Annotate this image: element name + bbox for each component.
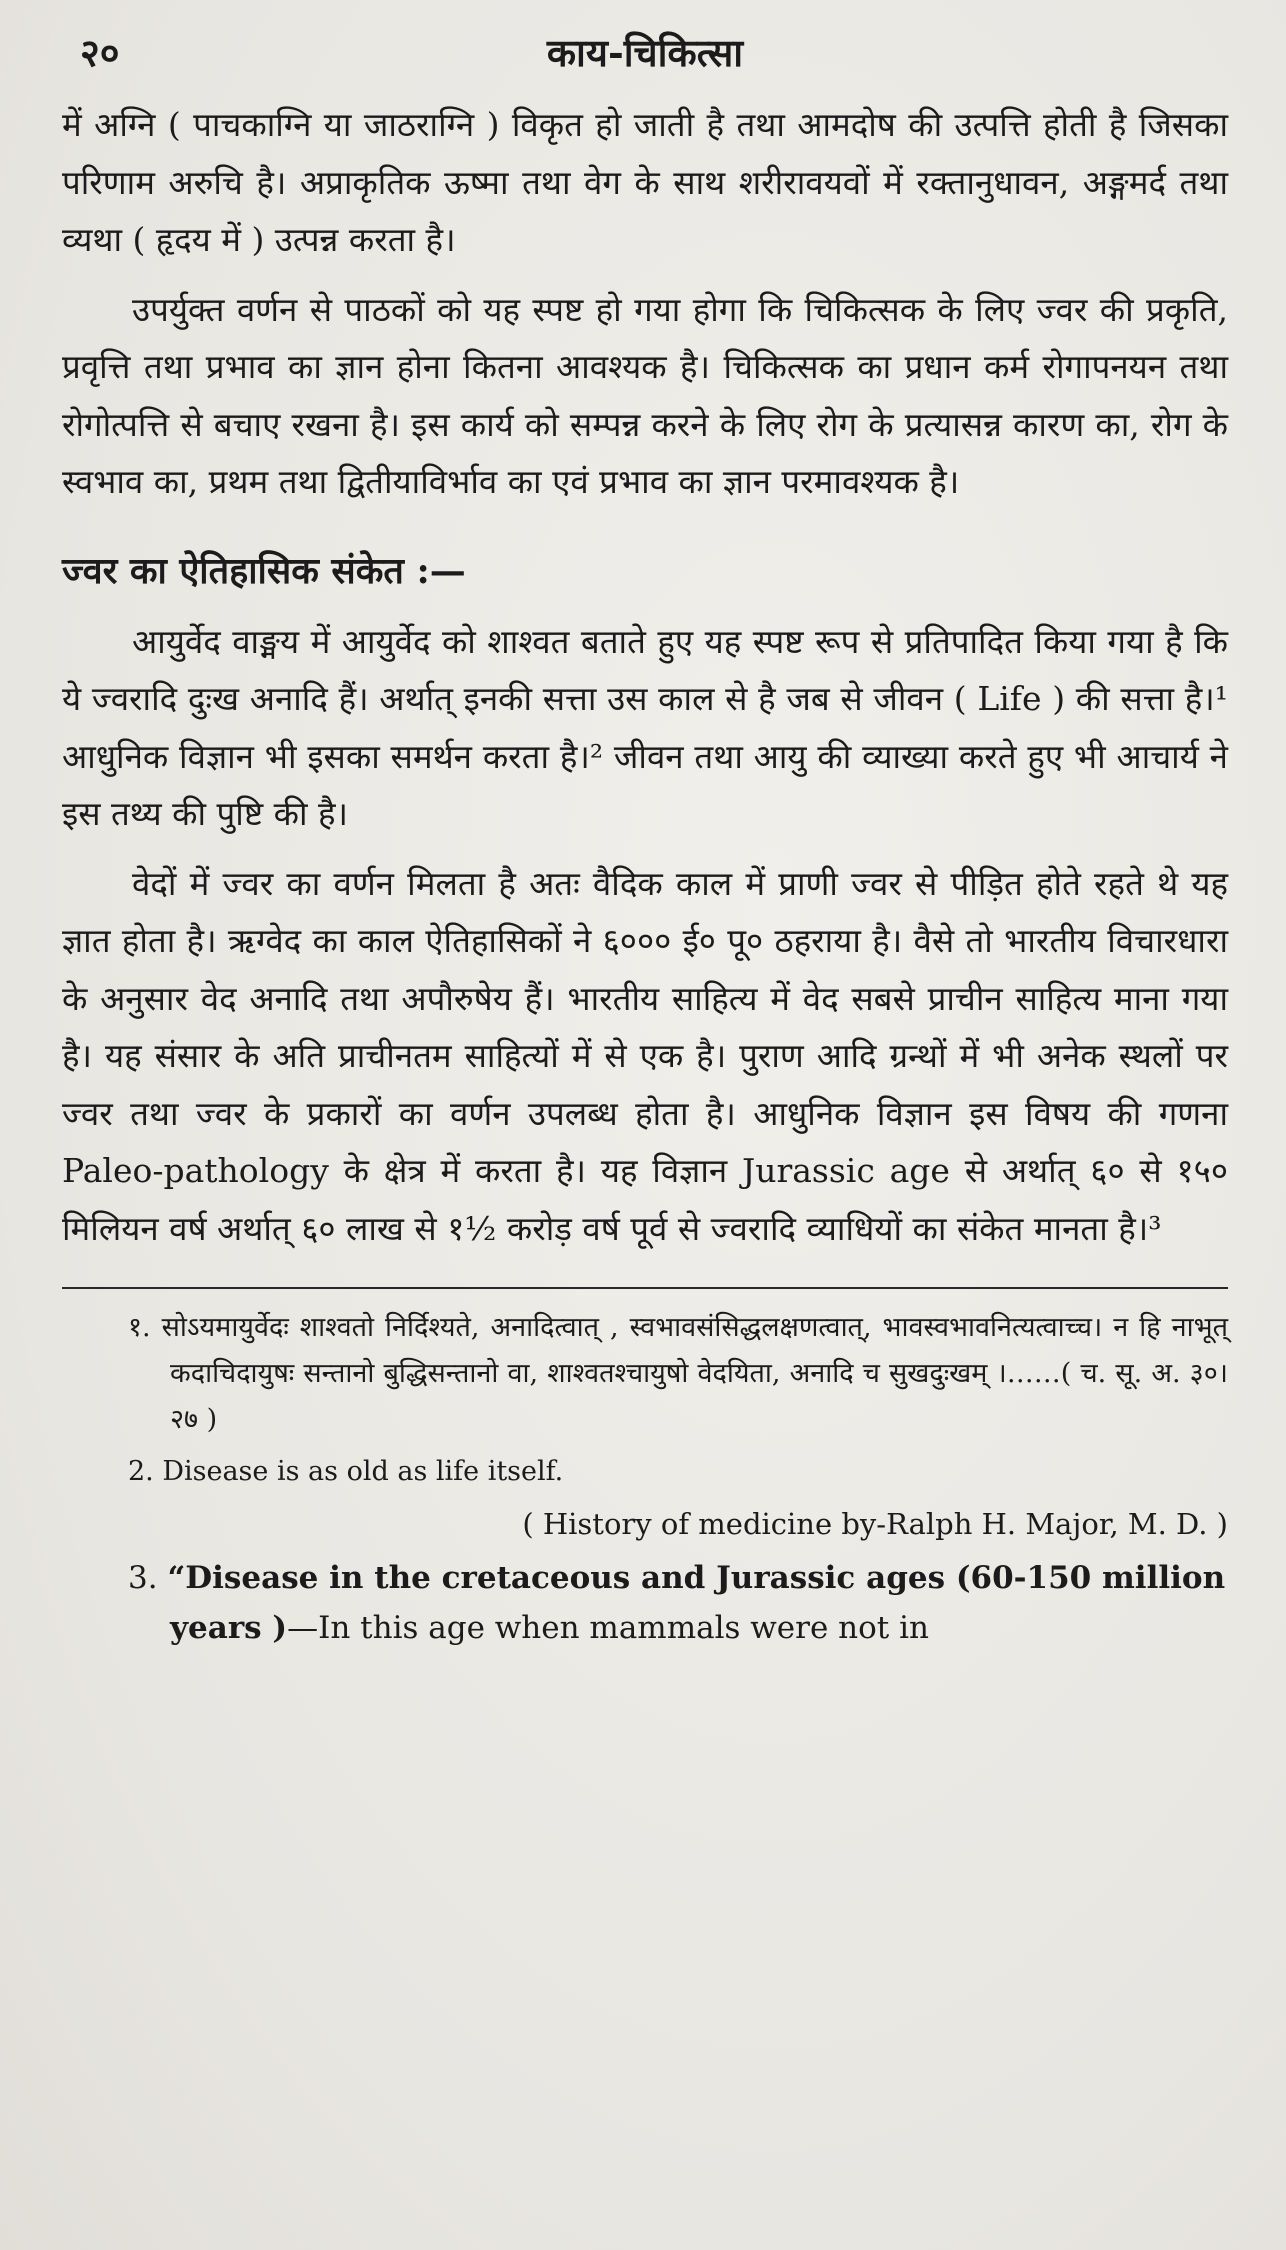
- page-number: २०: [80, 30, 120, 75]
- footnotes: [62, 1305, 1228, 1653]
- footnote-3-bold-text: “Disease in the cretaceous and Jurassic ages (60-150 million years ): [167, 1560, 1226, 1646]
- footnote-2: 2. Disease is as old as life itself.: [128, 1456, 564, 1487]
- running-title: काय-चिकित्सा: [546, 30, 744, 75]
- footnote-3: [62, 1553, 1228, 1653]
- footnote-2-source: ( History of medicine by-Ralph H. Major, M. D. ): [522, 1507, 1228, 1541]
- paragraph-1: में अग्नि ( पाचकाग्नि या जाठराग्नि ) विकृत हो जाती है तथा आमदोष की उत्पत्ति होती है जिसका परिणाम अरुचि है। अप्राकृतिक ऊष्मा तथा वेग के साथ शरीरावयवों में रक्तानुधावन, अङ्गमर्द तथा व्यथा ( हृदय में ) उत्पन्न करता है।: [62, 105, 1228, 259]
- paragraph-3: आयुर्वेद वाङ्मय में आयुर्वेद को शाश्वत बताते हुए यह स्पष्ट रूप से प्रतिपादित किया गया है कि ये ज्वरादि दुःख अनादि हैं। अर्थात् इनकी सत्ता उस काल से है जब से जीवन ( Life ) की सत्ता है।¹ आधुनिक विज्ञान भी इसका समर्थन करता है।² जीवन तथा आयु की व्याख्या करते हुए भी आचार्य ने इस तथ्य की पुष्टि की है।: [62, 621, 1228, 833]
- section-heading: ज्वर का ऐतिहासिक संकेत :—: [62, 549, 466, 592]
- footnote-divider: [62, 1287, 1228, 1289]
- paragraph-4: वेदों में ज्वर का वर्णन मिलता है अतः वैदिक काल में प्राणी ज्वर से पीड़ित होते रहते थे यह ज्ञात होता है। ऋग्वेद का काल ऐतिहासिकों ने ६००० ई० पू० ठहराया है। वैसे तो भारतीय विचारधारा के अनुसार वेद अनादि तथा अपौरुषेय हैं। भारतीय साहित्य में वेद सबसे प्राचीन साहित्य माना गया है। यह संसार के अति प्राचीनतम साहित्यों में से एक है। पुराण आदि ग्रन्थों में भी अनेक स्थलों पर ज्वर तथा ज्वर के प्रकारों का वर्णन उपलब्ध होता है। आधुनिक विज्ञान इस विषय की गणना Paleo-pathology के क्षेत्र में करता है। यह विज्ञान Jurassic age से अर्थात् ६० से १५० मिलियन वर्ष अर्थात् ६० लाख से १½ करोड़ वर्ष पूर्व से ज्वरादि व्याधियों का संकेत मानता है।³: [62, 863, 1228, 1248]
- paragraph-2: उपर्युक्त वर्णन से पाठकों को यह स्पष्ट हो गया होगा कि चिकित्सक के लिए ज्वर की प्रकृति, प्रवृत्ति तथा प्रभाव का ज्ञान होना कितना आवश्यक है। चिकित्सक का प्रधान कर्म रोगापनयन तथा रोगोत्पत्ति से बचाए रखना है। इस कार्य को सम्पन्न करने के लिए रोग के प्रत्यासन्न कारण का, रोग के स्वभाव का, प्रथम तथा द्वितीयाविर्भाव का एवं प्रभाव का ज्ञान परमावश्यक है।: [62, 289, 1228, 501]
- page-header: [62, 22, 1228, 96]
- footnote-3-text: —In this age when mammals were not in: [287, 1610, 929, 1646]
- footnote-1: १. सोऽयमायुर्वेदः शाश्वतो निर्दिश्यते, अनादित्वात् , स्वभावसंसिद्धलक्षणत्वात्, भावस्वभावनित्यत्वाच्च। न हि नाभूत् कदाचिदायुषः सन्तानो बुद्धिसन्तानो वा, शाश्वतश्चायुषो वेदयिता, अनादि च सुखदुःखम् ।……( च. सू. अ. ३०।२७ ): [128, 1312, 1228, 1435]
- footnote-3-number: 3.: [128, 1560, 158, 1596]
